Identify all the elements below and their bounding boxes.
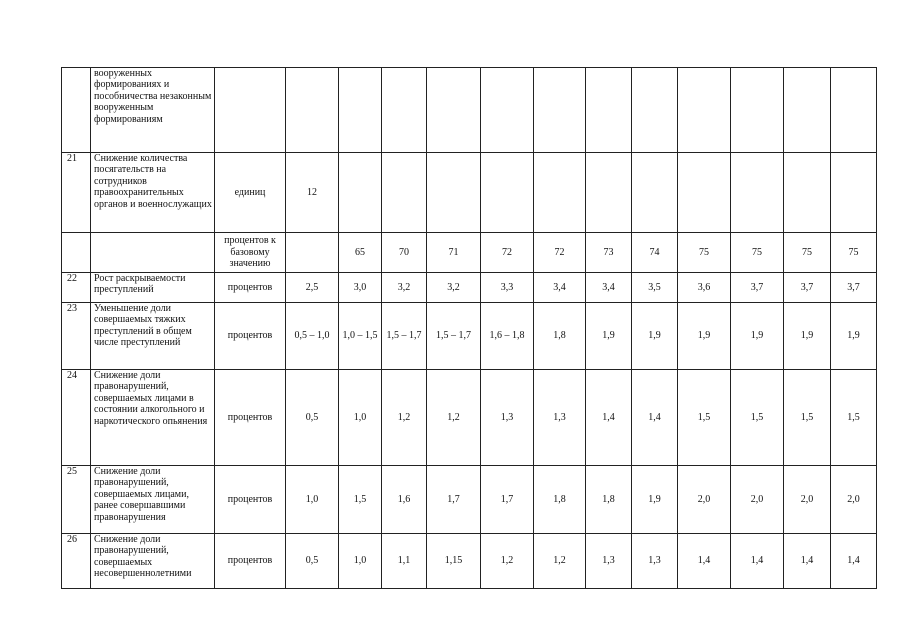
year-value-cell: 1,0 — [339, 370, 382, 466]
year-value-cell — [481, 68, 534, 153]
year-value-cell: 1,4 — [784, 534, 831, 589]
year-value-cell: 3,7 — [731, 273, 784, 303]
year-value-cell: 1,5 — [784, 370, 831, 466]
unit-cell: процентов — [215, 370, 286, 466]
unit-cell: процентов — [215, 303, 286, 370]
year-value-cell: 1,9 — [678, 303, 731, 370]
year-value-cell — [427, 68, 481, 153]
year-value-cell: 1,6 – 1,8 — [481, 303, 534, 370]
year-value-cell — [784, 153, 831, 233]
year-value-cell: 1,5 — [339, 466, 382, 534]
unit-cell: процентов к базовому значению — [215, 233, 286, 273]
year-value-cell: 70 — [382, 233, 427, 273]
year-value-cell: 1,2 — [427, 370, 481, 466]
base-value-cell: 1,0 — [286, 466, 339, 534]
year-value-cell: 1,5 — [731, 370, 784, 466]
row-number-cell: 21 — [62, 153, 91, 233]
year-value-cell: 3,4 — [534, 273, 586, 303]
unit-cell: единиц — [215, 153, 286, 233]
year-value-cell: 1,3 — [481, 370, 534, 466]
year-value-cell: 2,0 — [731, 466, 784, 534]
year-value-cell: 3,6 — [678, 273, 731, 303]
year-value-cell — [427, 153, 481, 233]
indicator-name-cell: Снижение количества посягательств на сотрудников правоохранительных органов и военнослужащих — [91, 153, 215, 233]
row-number-cell — [62, 68, 91, 153]
year-value-cell — [534, 153, 586, 233]
year-value-cell: 1,9 — [831, 303, 877, 370]
indicator-name-cell: Рост раскрываемости преступлений — [91, 273, 215, 303]
year-value-cell: 2,0 — [678, 466, 731, 534]
year-value-cell — [382, 68, 427, 153]
year-value-cell — [339, 153, 382, 233]
year-value-cell: 2,0 — [784, 466, 831, 534]
year-value-cell: 1,8 — [586, 466, 632, 534]
year-value-cell: 1,9 — [632, 466, 678, 534]
year-value-cell: 3,4 — [586, 273, 632, 303]
year-value-cell: 74 — [632, 233, 678, 273]
year-value-cell: 1,9 — [586, 303, 632, 370]
row-number-cell: 25 — [62, 466, 91, 534]
year-value-cell: 3,0 — [339, 273, 382, 303]
year-value-cell: 1,9 — [731, 303, 784, 370]
table-row — [62, 273, 877, 303]
year-value-cell: 1,2 — [534, 534, 586, 589]
year-value-cell — [632, 153, 678, 233]
year-value-cell: 1,5 – 1,7 — [382, 303, 427, 370]
year-value-cell: 1,3 — [586, 534, 632, 589]
table-row — [62, 68, 877, 153]
base-value-cell: 0,5 – 1,0 — [286, 303, 339, 370]
year-value-cell: 1,9 — [784, 303, 831, 370]
table-row — [62, 466, 877, 534]
unit-cell: процентов — [215, 466, 286, 534]
row-number-cell: 24 — [62, 370, 91, 466]
row-number-cell: 22 — [62, 273, 91, 303]
year-value-cell: 3,2 — [382, 273, 427, 303]
year-value-cell — [339, 68, 382, 153]
year-value-cell: 3,3 — [481, 273, 534, 303]
base-value-cell — [286, 233, 339, 273]
unit-cell: процентов — [215, 534, 286, 589]
year-value-cell: 1,2 — [382, 370, 427, 466]
year-value-cell — [678, 68, 731, 153]
base-value-cell — [286, 68, 339, 153]
table-row — [62, 303, 877, 370]
row-number-cell: 23 — [62, 303, 91, 370]
year-value-cell: 75 — [831, 233, 877, 273]
year-value-cell — [784, 68, 831, 153]
year-value-cell: 1,7 — [427, 466, 481, 534]
year-value-cell: 1,4 — [632, 370, 678, 466]
year-value-cell: 1,5 — [831, 370, 877, 466]
table-row — [62, 370, 877, 466]
year-value-cell — [731, 153, 784, 233]
year-value-cell — [831, 153, 877, 233]
indicator-name-cell: Снижение доли правонарушений, совершаемых лицами, ранее совершавшими правонарушения — [91, 466, 215, 534]
year-value-cell — [382, 153, 427, 233]
year-value-cell: 72 — [534, 233, 586, 273]
year-value-cell: 3,7 — [784, 273, 831, 303]
indicator-table — [61, 67, 877, 589]
base-value-cell: 0,5 — [286, 534, 339, 589]
year-value-cell: 65 — [339, 233, 382, 273]
year-value-cell: 1,6 — [382, 466, 427, 534]
year-value-cell: 1,3 — [534, 370, 586, 466]
year-value-cell: 75 — [731, 233, 784, 273]
year-value-cell: 1,8 — [534, 303, 586, 370]
year-value-cell: 1,2 — [481, 534, 534, 589]
year-value-cell: 75 — [784, 233, 831, 273]
table-row — [62, 233, 877, 273]
year-value-cell: 1,8 — [534, 466, 586, 534]
indicator-name-cell — [91, 233, 215, 273]
year-value-cell: 72 — [481, 233, 534, 273]
year-value-cell: 73 — [586, 233, 632, 273]
year-value-cell: 1,4 — [731, 534, 784, 589]
indicator-name-cell: вооруженных формированиях и пособничества незаконным вооруженным формированиям — [91, 68, 215, 153]
year-value-cell: 1,5 — [678, 370, 731, 466]
year-value-cell: 75 — [678, 233, 731, 273]
year-value-cell: 1,3 — [632, 534, 678, 589]
indicator-name-cell: Снижение доли правонарушений, совершаемых несовершеннолетними — [91, 534, 215, 589]
year-value-cell: 2,0 — [831, 466, 877, 534]
year-value-cell: 1,1 — [382, 534, 427, 589]
year-value-cell: 1,4 — [831, 534, 877, 589]
table-row — [62, 153, 877, 233]
year-value-cell — [831, 68, 877, 153]
base-value-cell: 2,5 — [286, 273, 339, 303]
row-number-cell — [62, 233, 91, 273]
indicator-name-cell: Снижение доли правонарушений, совершаемых лицами в состоянии алкогольного и наркотического опьянения — [91, 370, 215, 466]
year-value-cell: 1,4 — [678, 534, 731, 589]
year-value-cell — [731, 68, 784, 153]
year-value-cell — [481, 153, 534, 233]
year-value-cell: 1,0 — [339, 534, 382, 589]
base-value-cell: 12 — [286, 153, 339, 233]
unit-cell — [215, 68, 286, 153]
year-value-cell: 3,7 — [831, 273, 877, 303]
year-value-cell: 1,9 — [632, 303, 678, 370]
year-value-cell: 1,5 – 1,7 — [427, 303, 481, 370]
year-value-cell — [632, 68, 678, 153]
year-value-cell — [586, 68, 632, 153]
year-value-cell: 3,2 — [427, 273, 481, 303]
year-value-cell: 1,7 — [481, 466, 534, 534]
year-value-cell: 1,15 — [427, 534, 481, 589]
year-value-cell: 1,4 — [586, 370, 632, 466]
year-value-cell: 3,5 — [632, 273, 678, 303]
year-value-cell: 71 — [427, 233, 481, 273]
base-value-cell: 0,5 — [286, 370, 339, 466]
unit-cell: процентов — [215, 273, 286, 303]
row-number-cell: 26 — [62, 534, 91, 589]
indicator-name-cell: Уменьшение доли совершаемых тяжких преступлений в общем числе преступлений — [91, 303, 215, 370]
year-value-cell — [586, 153, 632, 233]
year-value-cell: 1,0 – 1,5 — [339, 303, 382, 370]
table-row — [62, 534, 877, 589]
year-value-cell — [534, 68, 586, 153]
year-value-cell — [678, 153, 731, 233]
